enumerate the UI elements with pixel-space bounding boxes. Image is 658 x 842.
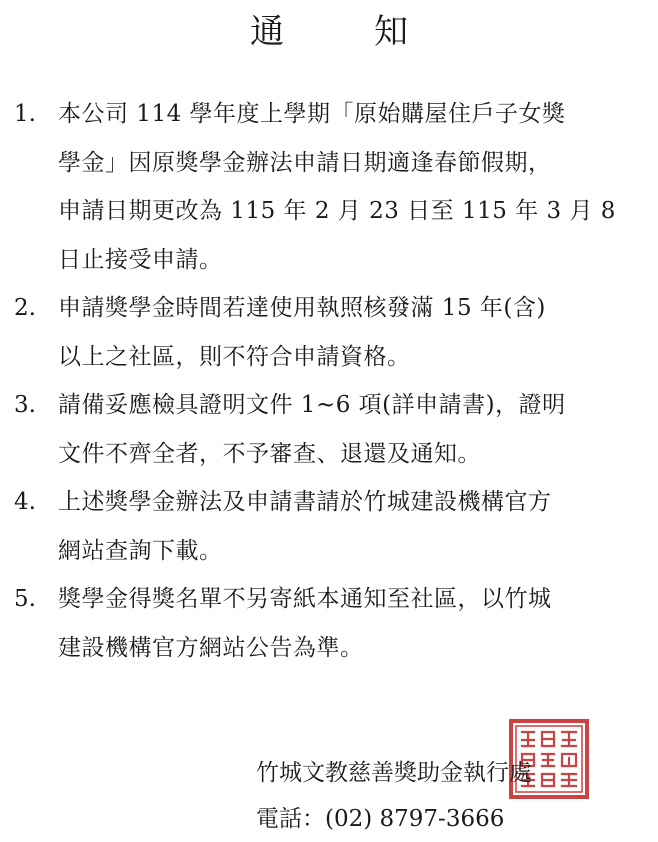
item-number: 1. (14, 101, 36, 127)
item-line: 建設機構官方網站公告為準。 (58, 634, 364, 661)
item-text (58, 90, 654, 284)
item-line: 文件不齊全者，不予審查、退還及通知。 (58, 440, 481, 467)
item-line: 獎學金得獎名單不另寄紙本通知至社區，以竹城 (58, 586, 552, 612)
item-line: 日止接受申請。 (58, 246, 223, 273)
item-line: 申請獎學金時間若達使用執照核發滿 15 年(含) (58, 295, 546, 321)
item-number: 3. (14, 392, 36, 418)
notice-item-3 (14, 381, 654, 478)
notice-item-2 (14, 284, 654, 381)
item-text (58, 381, 654, 478)
item-number: 2. (14, 295, 36, 321)
item-line: 以上之社區，則不符合申請資格。 (58, 343, 411, 370)
notice-items (14, 90, 654, 672)
item-line: 學金」因原獎學金辦法申請日期適逢春節假期， (58, 149, 552, 176)
contact-phone: 電話：(02) 8797-3666 (256, 806, 505, 832)
item-line: 上述獎學金辦法及申請書請於竹城建設機構官方 (58, 489, 552, 515)
item-number: 4. (14, 489, 36, 515)
notice-item-1 (14, 90, 654, 284)
item-number: 5. (14, 586, 36, 612)
notice-footer (256, 750, 532, 842)
item-line: 請備妥應檢具證明文件 1~6 項(詳申請書)，證明 (58, 392, 566, 418)
item-line: 申請日期更改為 115 年 2 月 23 日至 115 年 3 月 8 (58, 198, 616, 224)
item-text (58, 284, 654, 381)
notice-item-4 (14, 478, 654, 575)
item-line: 網站查詢下載。 (58, 537, 223, 564)
item-text (58, 575, 654, 672)
item-text (58, 478, 654, 575)
issuer-name: 竹城文教慈善獎助金執行處 (256, 760, 532, 786)
notice-item-5 (14, 575, 654, 672)
notice-title: 通知 (250, 12, 498, 52)
item-line: 本公司 114 學年度上學期「原始購屋住戶子女獎 (58, 101, 566, 127)
